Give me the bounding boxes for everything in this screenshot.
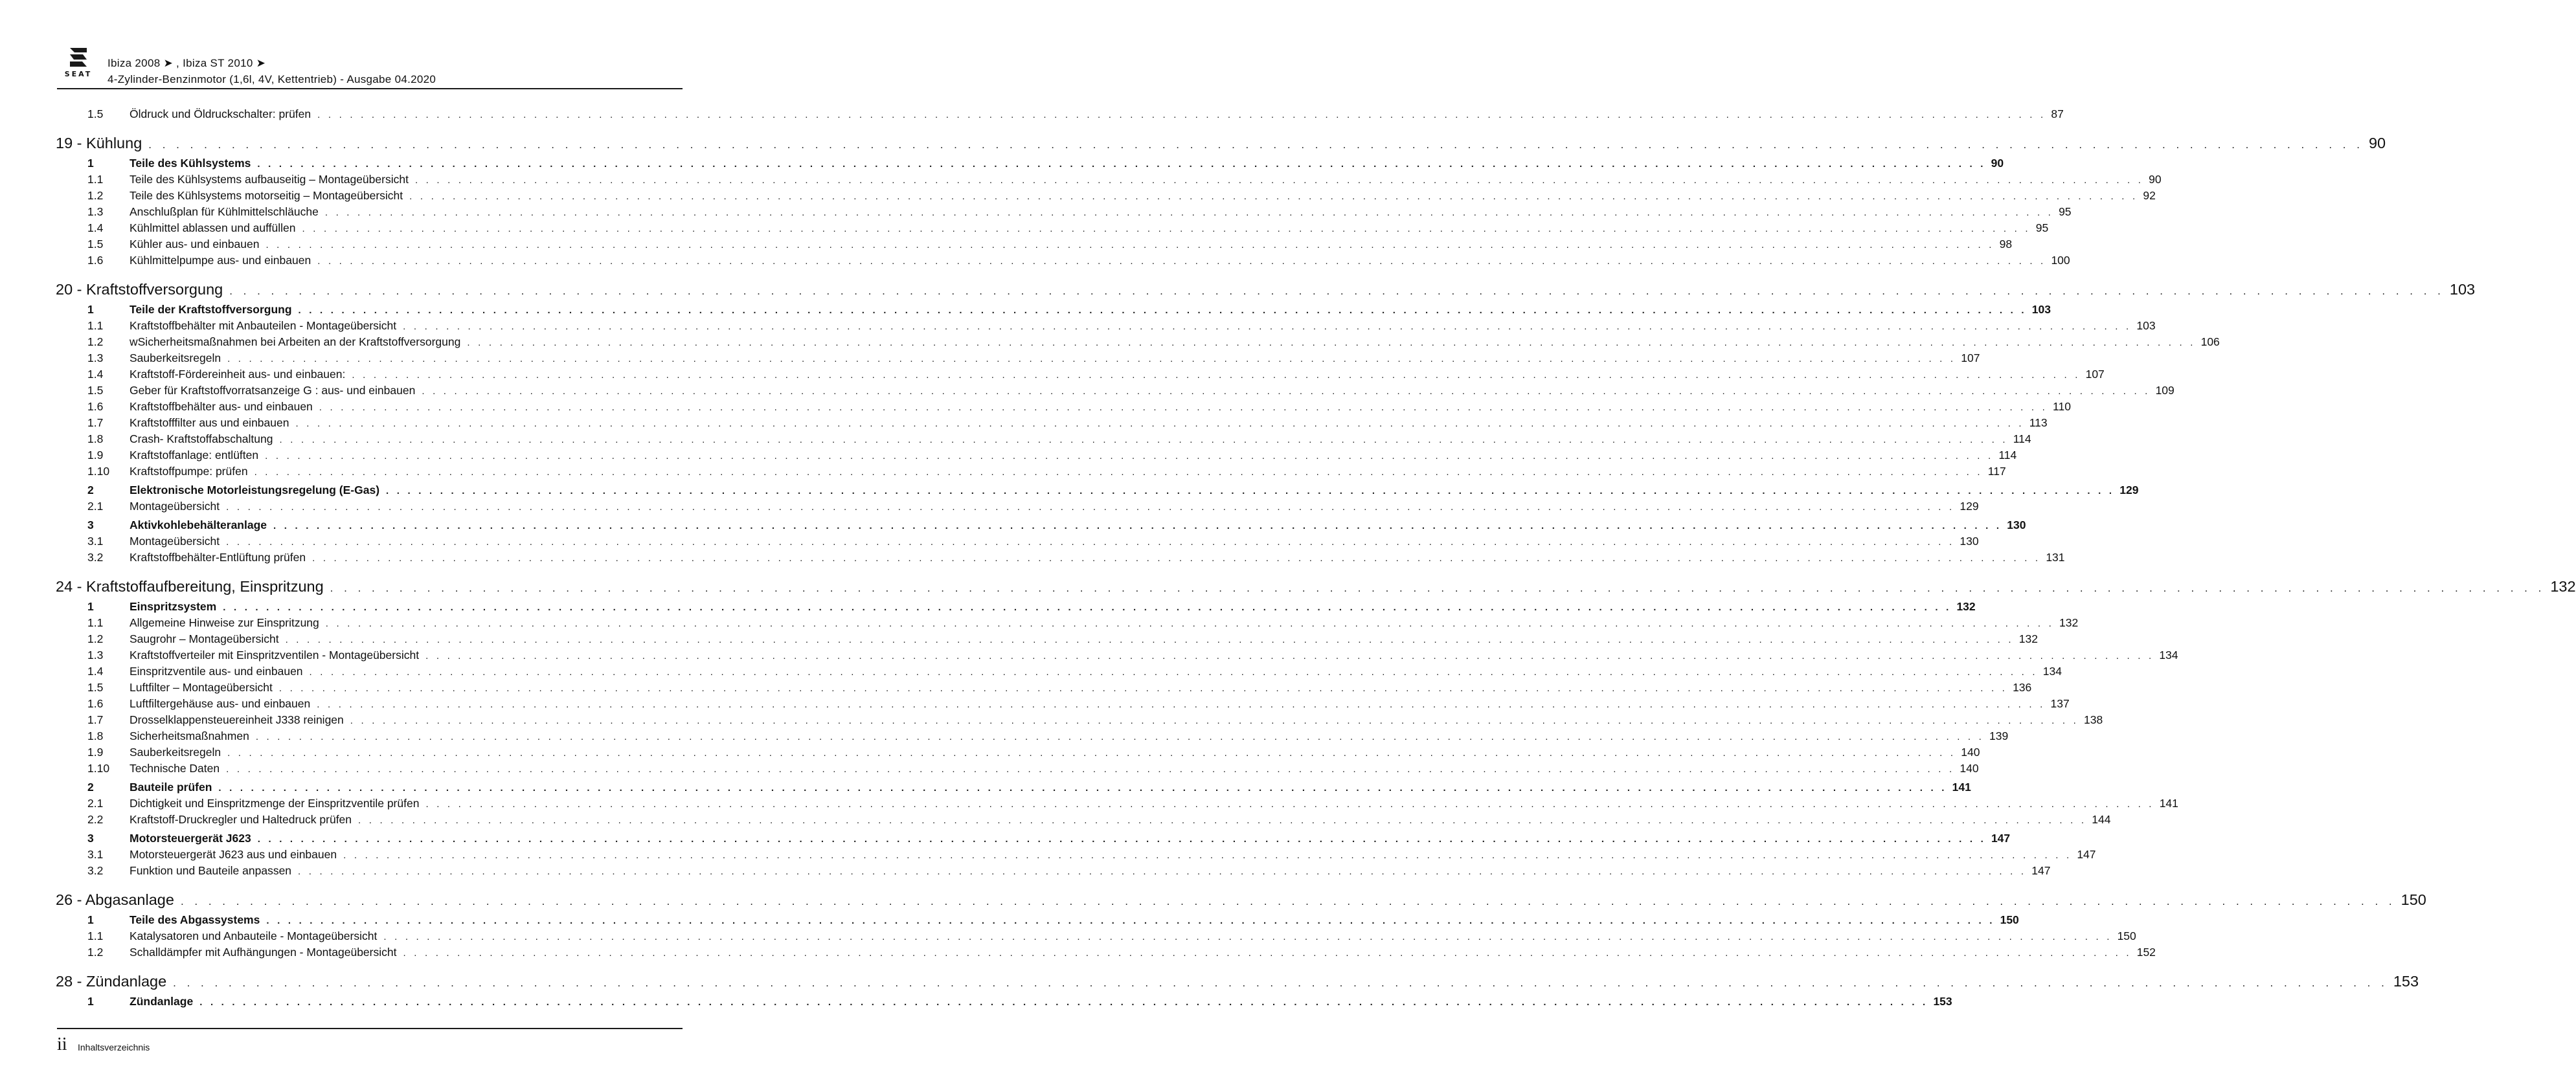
toc-entry-row[interactable] (56, 384, 2175, 400)
toc-dot-leader: . . . . . . . . . . . . . . . . . . . . . . . . . . . . . . . . . . . . . . . . . . . . . . . . . . . . . . . . . . . . . . . . . . . . . . . . . . . . . . . . . . . . . . . . . . . . . . . . . . . . . . . . . . . . . . . . . . . . . . . . . . . . . . . . . . . . . . . . . . . . . . . . . . . . . . . . . . . . . . . . (403, 948, 2132, 959)
toc-entry-number: 2.1 (87, 797, 104, 810)
toc-chapter-row[interactable] (56, 135, 2386, 154)
toc-entry-row[interactable] (56, 368, 2105, 384)
toc-page-number: 132 (2550, 578, 2576, 595)
toc-dot-leader: . . . . . . . . . . . . . . . . . . . . . . . . . . . . . . . . . . . . . . . . . . . . . . . . . . . . . . . . . . . . . . . . . . . . . . . . . . . . . . . . . . . . . . . . . . . . . . . . . . . . . . . . . . . . . . . . . . . . . . . . . . . . . . . . . . . . . . . . . . . . . . . . . . . . . . . . . . . . . . . . (279, 434, 2008, 445)
toc-entry-number: 1.7 (87, 416, 104, 429)
toc-entry-number: 1.5 (87, 384, 104, 397)
toc-entry-number: 1.8 (87, 729, 104, 742)
toc-entry-title: Schalldämpfer mit Aufhängungen - Montageübersicht (130, 946, 397, 959)
toc-entry-title: Motorsteuergerät J623 aus und einbauen (130, 848, 337, 861)
toc-page-number: 87 (2051, 107, 2064, 120)
toc-chapter-row[interactable] (56, 281, 2476, 300)
toc-entry-row[interactable] (56, 713, 2103, 729)
toc-dot-leader: . . . . . . . . . . . . . . . . . . . . . . . . . . . . . . . . . . . . . . . . . . . . . . . . . . . . . . . . . . . . . . . . . . . . . . . . . . . . . . . . . . . . . . . . . . . . . . . . . . . . . . . . . . . . . . . . . . . . . . . . . . . . . . . . . . . . . . . . . . . . . . . . . . . . . . . . . . . . . . . . (257, 834, 1986, 845)
toc-entry-title: Teile der Kraftstoffversorgung (130, 303, 292, 316)
toc-dot-leader: . . . . . . . . . . . . . . . . . . . . . . . . . . . . . . . . . . . . . . . . . . . . . . . . . . . . . . . . . . . . . . . . . . . . . . . . . . . . . . . . . . . . . . . . . . . . . . . . . . . . . . . . . . . . . . . . . . . . . . . . . . . . . . . . . . . . . . . . . . . . . . . . . . . . . . . . . . . . . . . . (227, 353, 1956, 364)
toc-page-number: 107 (2085, 368, 2105, 381)
toc-entry-row[interactable] (56, 832, 2011, 848)
toc-entry-row[interactable] (56, 518, 2026, 535)
toc-entry-title: Sauberkeitsregeln (130, 351, 221, 364)
toc-dot-leader: . . . . . . . . . . . . . . . . . . . . . . . . . . . . . . . . . . . . . . . . . . . . . . . . . . . . . . . . . . . . . . . . . . . . . . . . . . . . . . . . . . . . . . . . . . . . . . . . . . . . . . . . . . . . . . . . . . . . . . . . . . . . . . . . . . . . . . . . . . . . . . . . . . . . . . . . . . . . . . . . (255, 731, 1985, 742)
toc-chapter-title: 19 - Kühlung (56, 135, 142, 151)
toc-dot-leader: . . . . . . . . . . . . . . . . . . . . . . . . . . . . . . . . . . . . . . . . . . . . . . . . . . . . . . . . . . . . . . . . . . . . . . . . . . . . . . . . . . . . . . . . . . . . . . . . . . . . . . . . . . . . . . . . . . . . . . . . . . . . . . . . . . . . . . . . . . . . . . . . . . . . . . . . . . . . . . . . (278, 683, 2008, 694)
toc-entry-title: Kühlmittelpumpe aus- und einbauen (130, 254, 311, 267)
toc-entry-row[interactable] (56, 319, 2156, 335)
footer-page-number: ii (57, 1034, 67, 1054)
toc-entry-title: Motorsteuergerät J623 (130, 832, 251, 845)
toc-dot-leader: . . . . . . . . . . . . . . . . . . . . . . . . . . . . . . . . . . . . . . . . . . . . . . . . . . . . . . . . . . . . . . . . . . . . . . . . . . . . . . . . . . . . . . . . . . . . . . . . . . . . . . . . . . . . . . . . . . . . . . . . . . . . . . . . . . . . . . . . . . . . . . . . . . . . . . . . . . . . . . . . (273, 520, 2002, 531)
toc-page-number: 153 (1933, 995, 1952, 1008)
toc-entry-title: Allgemeine Hinweise zur Einspritzung (130, 616, 319, 629)
toc-page-number: 103 (2136, 319, 2156, 332)
toc-dot-leader: . . . . . . . . . . . . . . . . . . . . . . . . . . . . . . . . . . . . . . . . . . . . . . . . . . . . . . . . . . . . . . . . . . . . . . . . . . . . . . . . . . . . . . . . . . . . . . . . . . . . . . . . . . . . . . . . . . . . . . . . . . . . . . . . . . . . . . . . . . . . . . . . . . . . . . . . . . . . . . . . (343, 850, 2072, 861)
toc-page-number: 136 (2013, 681, 2032, 694)
toc-page-number: 150 (2117, 929, 2136, 942)
toc-entry-number: 1 (87, 303, 94, 316)
toc-entry-row[interactable] (56, 303, 2051, 319)
toc-entry-title: Kraftstoff-Fördereinheit aus- und einbauen: (130, 368, 346, 381)
page-header (57, 44, 683, 89)
toc-dot-leader: . . . . . . . . . . . . . . . . . . . . . . . . . . . . . . . . . . . . . . . . . . . . . . . . . . . . . . . . . . . . . . . . . . . . . . . . . . . . . . . . . . . . . . . . . . . . . . . . . . . . . . . . . . . . . . . . . . . . . . . . . . . . . . . . . . . . . . . . . . . . . . . . . . . . . . . . . . . . . . . . (266, 239, 1994, 250)
toc-dot-leader: . . . . . . . . . . . . . . . . . . . . . . . . . . . . . . . . . . . . . . . . . . . . . . . . . . . . . . . . . . . . . . . . . . . . . . . . . . . . . . . . . . . . . . . . . . . . . . . . . . . . . . . . . . . . . . . . . . . . . . . . . . . . . . . . . . . . . . . . . . . . . . . . . . . . . . . . . . . . . . . . (467, 337, 2196, 348)
toc-entry-number: 1 (87, 600, 94, 613)
toc-dot-leader: . . . . . . . . . . . . . . . . . . . . . . . . . . . . . . . . . . . . . . . . . . . . . . . . . . . . . . . . . . . . . . . . . . . . . . . . . . . . . . . . . . . . . . . . . . . . . . . . . . . . . . . . . . . . . . . . . . . . . . . . . . . . . . . . . . . . . . . . . . . . . . . . . . . . . . . . . . . . . . . . (298, 866, 2027, 877)
toc-dot-leader: . . . . . . . . . . . . . . . . . . . . . . . . . . . . . . . . . . . . . . . . . . . . . . . . . . . . . . . . . . . . . . . . . . . . . . . . . . . . . . . . . . . . . . . . . . . . . . . . . . . . . . . . . . . . . . . . . . . . . . . . . . . . . . . . . . . . . . . . . . . . . . . . . . . . . . . . . . . . . . . . (227, 748, 1956, 759)
toc-entry-number: 1.5 (87, 107, 104, 120)
toc-page-number: 130 (2007, 518, 2026, 531)
toc-entry-title: Elektronische Motorleistungsregelung (E-Gas) (130, 484, 380, 496)
toc-page-number: 130 (1960, 535, 1979, 548)
toc-entry-row[interactable] (56, 813, 2111, 829)
toc-entry-title: Montageübersicht (130, 535, 220, 548)
toc-page-number: 100 (2051, 254, 2070, 267)
toc-entry-number: 3 (87, 518, 94, 531)
toc-dot-leader: . . . . . . . . . . . . . . . . . . . . . . . . . . . . . . . . . . . . . . . . . . . . . . . . . . . . . . . . . . . . . . . . . . . . . . . . . . . . . . . . . . . . . . . . . . . . . . . . . . . . . . . . . . . . . . . . . . . . . . . . . . . . . . . . . . . . . . . . . . . . . . . . . . . . . . . . . . . . . . . . (386, 485, 2115, 496)
toc-entry-title: Kühler aus- und einbauen (130, 238, 260, 250)
toc-page-number: 92 (2143, 189, 2156, 202)
toc-entry-title: Anschlußplan für Kühlmittelschläuche (130, 205, 319, 218)
toc-entry-title: Geber für Kraftstoffvorratsanzeige G : aus- und einbauen (130, 384, 416, 397)
toc-page-number: 137 (2050, 697, 2070, 710)
toc-entry-number: 1.6 (87, 254, 104, 267)
toc-page-number: 144 (2092, 813, 2111, 826)
toc-chapter-title: 24 - Kraftstoffaufbereitung, Einspritzung (56, 578, 324, 595)
toc-entry-row[interactable] (56, 107, 2064, 124)
toc-entry-number: 1.2 (87, 632, 104, 645)
toc-entry-row[interactable] (56, 238, 2013, 254)
toc-page-number: 114 (2013, 432, 2031, 445)
toc-entry-number: 1.1 (87, 929, 104, 942)
toc-entry-number: 1.3 (87, 649, 104, 662)
toc-entry-number: 1.9 (87, 746, 104, 759)
toc-page-number: 103 (2449, 281, 2476, 298)
toc-page-number: 106 (2200, 335, 2220, 348)
toc-dot-leader: . . . . . . . . . . . . . . . . . . . . . . . . . . . . . . . . . . . . . . . . . . . . . . . . . . . . . . . . . . . . . . . . . . . . . . . . . . . . . . . . . . . . . . . . . . . . . . . . . . . . . . . . . . . . . . . . . . . . . . . . . . . . . . . . . . . . . . . . . . . . . . . . . . . . . . . . . . . . . . . . (409, 191, 2138, 202)
toc-page-number: 139 (1989, 729, 2009, 742)
toc-dot-leader: . . . . . . . . . . . . . . . . . . . . . . . . . . . . . . . . . . . . . . . . . . . . . . . . . . . . . . . . . . . . . . . . . . . . . . . . . . . . . . . . . . . . . . . . . . . . . . . . . . . . . . . . . . . . . . . . . . . . . . . . . . . . . . . . . . . . . . . . . . . . . . . . . . . . . . . . . . . . . . . . (358, 815, 2087, 826)
toc-page-number: 153 (2393, 973, 2419, 990)
toc-page-number: 90 (2149, 173, 2162, 186)
toc-entry-title: Teile des Kühlsystems aufbauseitig – Montageübersicht (130, 173, 409, 186)
toc-page-number: 150 (2401, 891, 2426, 908)
toc-dot-leader: . . . . . . . . . . . . . . . . . . . . . . . . . . . . . . . . . . . . . . . . . . . . . . . . . . . . . . . . . . . . . . . . . . . . . . . . . . . . . . . . . . . . . . . . . . . . . . . . . . . . . . . . . . . . . . . . . . . . . . . . . . . . . . . . . . . . . . . . . . . . . . . . . . . . . . . . . . . . . . . . (257, 159, 1986, 170)
toc-chapter-row[interactable] (56, 578, 2576, 597)
toc-entry-number: 1.2 (87, 189, 104, 202)
toc-entry-number: 1.10 (87, 465, 110, 478)
toc-dot-leader: . . . . . . . . . . . . . . . . . . . . . . . . . . . . . . . . . . . . . . . . . . . . . . . . . . . . . . . . . . . . . . . . . . . . . . . . . . . . . . . . . . . . . . . . . . . . . . . . . . . . . . . . . . . . . . . . . . . . . . . . . . . . . . . . . . . . . . . . . . . . . . . . . . . . . . . . . . . . . . . . (148, 139, 2364, 151)
toc-page-number: 114 (1998, 449, 2017, 462)
toc-entry-row[interactable] (56, 449, 2017, 465)
toc-entry-row[interactable] (56, 535, 1979, 551)
toc-entry-title: Kraftstoffbehälter-Entlüftung prüfen (130, 551, 306, 564)
brand-text: SEAT (64, 70, 93, 78)
toc-entry-row[interactable] (56, 746, 1980, 762)
toc-entry-title: Luftfilter – Montageübersicht (130, 681, 273, 694)
toc-entry-number: 3.2 (87, 864, 104, 877)
toc-entry-title: Crash- Kraftstoffabschaltung (130, 432, 273, 445)
toc-page-number: 95 (2035, 221, 2049, 234)
toc-entry-number: 1.8 (87, 432, 104, 445)
toc-dot-leader: . . . . . . . . . . . . . . . . . . . . . . . . . . . . . . . . . . . . . . . . . . . . . . . . . . . . . . . . . . . . . . . . . . . . . . . . . . . . . . . . . . . . . . . . . . . . . . . . . . . . . . . . . . . . . . . . . . . . . . . . . . . . . . . . . . . . . . . . . . . . . . . . . . . . . . . . . . . . . . . . (317, 256, 2046, 267)
toc-entry-number: 1.5 (87, 681, 104, 694)
toc-entry-number: 1 (87, 995, 94, 1008)
toc-entry-number: 2 (87, 484, 94, 496)
toc-dot-leader: . . . . . . . . . . . . . . . . . . . . . . . . . . . . . . . . . . . . . . . . . . . . . . . . . . . . . . . . . . . . . . . . . . . . . . . . . . . . . . . . . . . . . . . . . . . . . . . . . . . . . . . . . . . . . . . . . . . . . . . . . . . . . . . . . . . . . . . . . . . . . . . . . . . . . . . . . . . . . . . . (325, 618, 2055, 629)
toc-page-number: 113 (2029, 416, 2048, 429)
toc-entry-number: 2.1 (87, 500, 104, 513)
toc-entry-title: Drosselklappensteuereinheit J338 reinigen (130, 713, 344, 726)
toc-entry-title: Einspritzsystem (130, 600, 217, 613)
toc-entry-title: Öldruck und Öldruckschalter: prüfen (130, 107, 311, 120)
toc-dot-leader: . . . . . . . . . . . . . . . . . . . . . . . . . . . . . . . . . . . . . . . . . . . . . . . . . . . . . . . . . . . . . . . . . . . . . . . . . . . . . . . . . . . . . . . . . . . . . . . . . . . . . . . . . . . . . . . . . . . . . . . . . . . . . . . . . . . . . . . . . . . . . . . . . . . . . . . . . . . . . . . . (173, 977, 2388, 989)
toc-dot-leader: . . . . . . . . . . . . . . . . . . . . . . . . . . . . . . . . . . . . . . . . . . . . . . . . . . . . . . . . . . . . . . . . . . . . . . . . . . . . . . . . . . . . . . . . . . . . . . . . . . . . . . . . . . . . . . . . . . . . . . . . . . . . . . . . . . . . . . . . . . . . . . . . . . . . . . . . . . . . . . . . (266, 915, 1995, 926)
header-engine-line: 4-Zylinder-Benzinmotor (1,6l, 4V, Kettentrieb) - Ausgabe 04.2020 (107, 73, 436, 85)
toc-entry-title: Luftfiltergehäuse aus- und einbauen (130, 697, 311, 710)
toc-entry-row[interactable] (56, 864, 2051, 880)
toc-entry-number: 2 (87, 781, 94, 794)
toc-page-number: 141 (2159, 797, 2178, 810)
toc-entry-row[interactable] (56, 484, 2139, 500)
toc-page-number: 132 (1956, 600, 1976, 613)
toc-entry-row[interactable] (56, 649, 2178, 665)
toc-page-number: 147 (2031, 864, 2051, 877)
toc-entry-number: 1.4 (87, 665, 104, 678)
footer-section-label: Inhaltsverzeichnis (78, 1042, 150, 1052)
toc-entry-title: Kraftstoffpumpe: prüfen (130, 465, 248, 478)
toc-entry-row[interactable] (56, 681, 2032, 697)
toc-entry-number: 3.1 (87, 535, 104, 548)
toc-page-number: 103 (2031, 303, 2051, 316)
toc-entry-title: wSicherheitsmaßnahmen bei Arbeiten an der Kraftstoffversorgung (130, 335, 461, 348)
toc-entry-number: 3 (87, 832, 94, 845)
toc-entry-number: 1.6 (87, 400, 104, 413)
toc-entry-number: 2.2 (87, 813, 104, 826)
toc-entry-title: Bauteile prüfen (130, 781, 212, 794)
toc-entry-title: Sauberkeitsregeln (130, 746, 221, 759)
toc-dot-leader: . . . . . . . . . . . . . . . . . . . . . . . . . . . . . . . . . . . . . . . . . . . . . . . . . . . . . . . . . . . . . . . . . . . . . . . . . . . . . . . . . . . . . . . . . . . . . . . . . . . . . . . . . . . . . . . . . . . . . . . . . . . . . . . . . . . . . . . . . . . . . . . . . . . . . . . . . . . . . . . . (226, 764, 1955, 775)
toc-entry-title: Kraftstoffverteiler mit Einspritzventilen - Montageübersicht (130, 649, 420, 662)
toc-entry-row[interactable] (56, 995, 1952, 1011)
toc-dot-leader: . . . . . . . . . . . . . . . . . . . . . . . . . . . . . . . . . . . . . . . . . . . . . . . . . . . . . . . . . . . . . . . . . . . . . . . . . . . . . . . . . . . . . . . . . . . . . . . . . . . . . . . . . . . . . . . . . . . . . . . . . . . . . . . . . . . . . . . . . . . . . . . . . . . . . . . . . . . . . . . . (285, 634, 2014, 645)
toc-entry-title: Funktion und Bauteile anpassen (130, 864, 292, 877)
toc-entry-row[interactable] (56, 416, 2048, 432)
toc-entry-title: Zündanlage (130, 995, 194, 1008)
toc-entry-title: Montageübersicht (130, 500, 220, 513)
toc-entry-number: 1.1 (87, 616, 104, 629)
toc-entry-row[interactable] (56, 400, 2071, 416)
toc-entry-title: Technische Daten (130, 762, 220, 775)
toc-dot-leader: . . . . . . . . . . . . . . . . . . . . . . . . . . . . . . . . . . . . . . . . . . . . . . . . . . . . . . . . . . . . . . . . . . . . . . . . . . . . . . . . . . . . . . . . . . . . . . . . . . . . . . . . . . . . . . . . . . . . . . . . . . . . . . . . . . . . . . . . . . . . . . . . . . . . . . . . . . . . . . . . (330, 582, 2546, 594)
toc-entry-row[interactable] (56, 551, 2065, 567)
page-footer (57, 1028, 683, 1054)
toc-entry-row[interactable] (56, 797, 2178, 813)
toc-entry-title: Saugrohr – Montageübersicht (130, 632, 279, 645)
toc-page-number: 117 (1987, 465, 2006, 478)
toc-entry-number: 1.1 (87, 319, 104, 332)
toc-entry-number: 1.1 (87, 173, 104, 186)
toc-entry-title: Kraftstoffbehälter aus- und einbauen (130, 400, 313, 413)
toc-page-number: 140 (1961, 746, 1980, 759)
toc-page-number: 131 (2046, 551, 2065, 564)
toc-chapter-title: 28 - Zündanlage (56, 973, 167, 990)
toc-page-number: 138 (2084, 713, 2103, 726)
toc-page-number: 90 (1991, 157, 2004, 170)
toc-entry-number: 1.5 (87, 238, 104, 250)
toc-entry-row[interactable] (56, 173, 2162, 189)
toc-entry-row[interactable] (56, 351, 1980, 368)
toc-entry-row[interactable] (56, 929, 2136, 946)
toc-page-number: 90 (2368, 135, 2386, 151)
toc-dot-leader: . . . . . . . . . . . . . . . . . . . . . . . . . . . . . . . . . . . . . . . . . . . . . . . . . . . . . . . . . . . . . . . . . . . . . . . . . . . . . . . . . . . . . . . . . . . . . . . . . . . . . . . . . . . . . . . . . . . . . . . . . . . . . . . . . . . . . . . . . . . . . . . . . . . . . . . . . . . . . . . . (218, 783, 1947, 794)
toc-dot-leader: . . . . . . . . . . . . . . . . . . . . . . . . . . . . . . . . . . . . . . . . . . . . . . . . . . . . . . . . . . . . . . . . . . . . . . . . . . . . . . . . . . . . . . . . . . . . . . . . . . . . . . . . . . . . . . . . . . . . . . . . . . . . . . . . . . . . . . . . . . . . . . . . . . . . . . . . . . . . . . . . (226, 537, 1955, 548)
toc-entry-title: Teile des Kühlsystems motorseitig – Montageübersicht (130, 189, 403, 202)
toc-chapter-title: 20 - Kraftstoffversorgung (56, 281, 223, 298)
toc-dot-leader: . . . . . . . . . . . . . . . . . . . . . . . . . . . . . . . . . . . . . . . . . . . . . . . . . . . . . . . . . . . . . . . . . . . . . . . . . . . . . . . . . . . . . . . . . . . . . . . . . . . . . . . . . . . . . . . . . . . . . . . . . . . . . . . . . . . . . . . . . . . . . . . . . . . . . . . . . . . . . . . . (180, 895, 2396, 907)
toc-entry-number: 3.1 (87, 848, 104, 861)
toc-entry-number: 1 (87, 913, 94, 926)
toc-entry-number: 1.7 (87, 713, 104, 726)
toc-dot-leader: . . . . . . . . . . . . . . . . . . . . . . . . . . . . . . . . . . . . . . . . . . . . . . . . . . . . . . . . . . . . . . . . . . . . . . . . . . . . . . . . . . . . . . . . . . . . . . . . . . . . . . . . . . . . . . . . . . . . . . . . . . . . . . . . . . . . . . . . . . . . . . . . . . . . . . . . . . . . . . . . (324, 207, 2054, 218)
toc-entry-number: 1.4 (87, 221, 104, 234)
toc-entry-row[interactable] (56, 697, 2070, 713)
toc-entry-title: Kraftstoffbehälter mit Anbauteilen - Montageübersicht (130, 319, 397, 332)
toc-entry-row[interactable] (56, 465, 2006, 481)
seat-s-logo-icon (69, 47, 88, 69)
toc-entry-row[interactable] (56, 600, 1976, 616)
toc-entry-row[interactable] (56, 913, 2019, 929)
toc-dot-leader: . . . . . . . . . . . . . . . . . . . . . . . . . . . . . . . . . . . . . . . . . . . . . . . . . . . . . . . . . . . . . . . . . . . . . . . . . . . . . . . . . . . . . . . . . . . . . . . . . . . . . . . . . . . . . . . . . . . . . . . . . . . . . . . . . . . . . . . . . . . . . . . . . . . . . . . . . . . . . . . . (319, 402, 2048, 413)
toc-chapter-row[interactable] (56, 973, 2419, 992)
toc-entry-row[interactable] (56, 946, 2156, 962)
toc-entry-row[interactable] (56, 665, 2062, 681)
toc-page-number: 129 (2119, 484, 2139, 496)
toc-entry-row[interactable] (56, 335, 2220, 351)
toc-page-number: 152 (2136, 946, 2156, 959)
toc-dot-leader: . . . . . . . . . . . . . . . . . . . . . . . . . . . . . . . . . . . . . . . . . . . . . . . . . . . . . . . . . . . . . . . . . . . . . . . . . . . . . . . . . . . . . . . . . . . . . . . . . . . . . . . . . . . . . . . . . . . . . . . . . . . . . . . . . . . . . . . . . . . . . . . . . . . . . . . . . . . . . . . . (317, 109, 2046, 120)
toc-dot-leader: . . . . . . . . . . . . . . . . . . . . . . . . . . . . . . . . . . . . . . . . . . . . . . . . . . . . . . . . . . . . . . . . . . . . . . . . . . . . . . . . . . . . . . . . . . . . . . . . . . . . . . . . . . . . . . . . . . . . . . . . . . . . . . . . . . . . . . . . . . . . . . . . . . . . . . . . . . . . . . . . (295, 418, 2024, 429)
toc-chapter-title: 26 - Abgasanlage (56, 891, 174, 908)
toc-entry-number: 1.4 (87, 368, 104, 381)
toc-dot-leader: . . . . . . . . . . . . . . . . . . . . . . . . . . . . . . . . . . . . . . . . . . . . . . . . . . . . . . . . . . . . . . . . . . . . . . . . . . . . . . . . . . . . . . . . . . . . . . . . . . . . . . . . . . . . . . . . . . . . . . . . . . . . . . . . . . . . . . . . . . . . . . . . . . . . . . . . . . . . . . . . (383, 931, 2112, 942)
toc-entry-row[interactable] (56, 221, 2049, 238)
toc-entry-number: 1.9 (87, 449, 104, 462)
toc-dot-leader: . . . . . . . . . . . . . . . . . . . . . . . . . . . . . . . . . . . . . . . . . . . . . . . . . . . . . . . . . . . . . . . . . . . . . . . . . . . . . . . . . . . . . . . . . . . . . . . . . . . . . . . . . . . . . . . . . . . . . . . . . . . . . . . . . . . . . . . . . . . . . . . . . . . . . . . . . . . . . . . . (422, 386, 2151, 397)
toc-entry-row[interactable] (56, 781, 1971, 797)
toc-dot-leader: . . . . . . . . . . . . . . . . . . . . . . . . . . . . . . . . . . . . . . . . . . . . . . . . . . . . . . . . . . . . . . . . . . . . . . . . . . . . . . . . . . . . . . . . . . . . . . . . . . . . . . . . . . . . . . . . . . . . . . . . . . . . . . . . . . . . . . . . . . . . . . . . . . . . . . . . . . . . . . . . (425, 799, 2154, 810)
toc-entry-number: 1 (87, 157, 94, 170)
toc-entry-row[interactable] (56, 762, 1979, 778)
toc-entry-row[interactable] (56, 500, 1979, 516)
toc-entry-number: 1.6 (87, 697, 104, 710)
toc-entry-title: Sicherheitsmaßnahmen (130, 729, 249, 742)
toc-dot-leader: . . . . . . . . . . . . . . . . . . . . . . . . . . . . . . . . . . . . . . . . . . . . . . . . . . . . . . . . . . . . . . . . . . . . . . . . . . . . . . . . . . . . . . . . . . . . . . . . . . . . . . . . . . . . . . . . . . . . . . . . . . . . . . . . . . . . . . . . . . . . . . . . . . . . . . . . . . . . . . . . (312, 553, 2041, 564)
toc-page-number: 134 (2042, 665, 2062, 678)
toc-dot-leader: . . . . . . . . . . . . . . . . . . . . . . . . . . . . . . . . . . . . . . . . . . . . . . . . . . . . . . . . . . . . . . . . . . . . . . . . . . . . . . . . . . . . . . . . . . . . . . . . . . . . . . . . . . . . . . . . . . . . . . . . . . . . . . . . . . . . . . . . . . . . . . . . . . . . . . . . . . . . . . . . (425, 651, 2154, 662)
toc-dot-leader: . . . . . . . . . . . . . . . . . . . . . . . . . . . . . . . . . . . . . . . . . . . . . . . . . . . . . . . . . . . . . . . . . . . . . . . . . . . . . . . . . . . . . . . . . . . . . . . . . . . . . . . . . . . . . . . . . . . . . . . . . . . . . . . . . . . . . . . . . . . . . . . . . . . . . . . . . . . . . . . . (309, 667, 2038, 678)
toc-page-number: 134 (2159, 649, 2178, 662)
toc-dot-leader: . . . . . . . . . . . . . . . . . . . . . . . . . . . . . . . . . . . . . . . . . . . . . . . . . . . . . . . . . . . . . . . . . . . . . . . . . . . . . . . . . . . . . . . . . . . . . . . . . . . . . . . . . . . . . . . . . . . . . . . . . . . . . . . . . . . . . . . . . . . . . . . . . . . . . . . . . . . . . . . . (229, 285, 2445, 297)
header-model-line: Ibiza 2008 ➤ , Ibiza ST 2010 ➤ (107, 57, 266, 69)
toc-page-number: 141 (1952, 781, 1971, 794)
toc-entry-row[interactable] (56, 729, 2009, 746)
toc-entry-row[interactable] (56, 632, 2038, 649)
toc-entry-row[interactable] (56, 189, 2156, 205)
toc-entry-number: 1.3 (87, 205, 104, 218)
seat-logo (60, 47, 97, 80)
toc-entry-title: Kühlmittel ablassen und auffüllen (130, 221, 296, 234)
toc-entry-title: Teile des Kühlsystems (130, 157, 251, 170)
toc-page-number: 132 (2018, 632, 2038, 645)
toc-entry-number: 1.2 (87, 946, 104, 959)
toc-dot-leader: . . . . . . . . . . . . . . . . . . . . . . . . . . . . . . . . . . . . . . . . . . . . . . . . . . . . . . . . . . . . . . . . . . . . . . . . . . . . . . . . . . . . . . . . . . . . . . . . . . . . . . . . . . . . . . . . . . . . . . . . . . . . . . . . . . . . . . . . . . . . . . . . . . . . . . . . . . . . . . . . (298, 305, 2027, 316)
table-of-contents (56, 107, 2576, 1011)
toc-entry-row[interactable] (56, 205, 2072, 221)
toc-dot-leader: . . . . . . . . . . . . . . . . . . . . . . . . . . . . . . . . . . . . . . . . . . . . . . . . . . . . . . . . . . . . . . . . . . . . . . . . . . . . . . . . . . . . . . . . . . . . . . . . . . . . . . . . . . . . . . . . . . . . . . . . . . . . . . . . . . . . . . . . . . . . . . . . . . . . . . . . . . . . . . . . (199, 997, 1928, 1008)
toc-entry-number: 1.3 (87, 351, 104, 364)
toc-page-number: 147 (2077, 848, 2096, 861)
toc-dot-leader: . . . . . . . . . . . . . . . . . . . . . . . . . . . . . . . . . . . . . . . . . . . . . . . . . . . . . . . . . . . . . . . . . . . . . . . . . . . . . . . . . . . . . . . . . . . . . . . . . . . . . . . . . . . . . . . . . . . . . . . . . . . . . . . . . . . . . . . . . . . . . . . . . . . . . . . . . . . . . . . . (414, 175, 2144, 186)
toc-page-number: 95 (2059, 205, 2072, 218)
toc-entry-title: Kraftstoff-Druckregler und Haltedruck prüfen (130, 813, 352, 826)
toc-dot-leader: . . . . . . . . . . . . . . . . . . . . . . . . . . . . . . . . . . . . . . . . . . . . . . . . . . . . . . . . . . . . . . . . . . . . . . . . . . . . . . . . . . . . . . . . . . . . . . . . . . . . . . . . . . . . . . . . . . . . . . . . . . . . . . . . . . . . . . . . . . . . . . . . . . . . . . . . . . . . . . . . (350, 715, 2079, 726)
toc-entry-title: Einspritzventile aus- und einbauen (130, 665, 303, 678)
toc-entry-title: Teile des Abgassystems (130, 913, 260, 926)
toc-entry-title: Katalysatoren und Anbauteile - Montageübersicht (130, 929, 378, 942)
toc-dot-leader: . . . . . . . . . . . . . . . . . . . . . . . . . . . . . . . . . . . . . . . . . . . . . . . . . . . . . . . . . . . . . . . . . . . . . . . . . . . . . . . . . . . . . . . . . . . . . . . . . . . . . . . . . . . . . . . . . . . . . . . . . . . . . . . . . . . . . . . . . . . . . . . . . . . . . . . . . . . . . . . . (254, 467, 1983, 478)
toc-entry-title: Aktivkohlebehälteranlage (130, 518, 267, 531)
toc-entry-number: 1.10 (87, 762, 110, 775)
toc-page-number: 147 (1991, 832, 2011, 845)
toc-dot-leader: . . . . . . . . . . . . . . . . . . . . . . . . . . . . . . . . . . . . . . . . . . . . . . . . . . . . . . . . . . . . . . . . . . . . . . . . . . . . . . . . . . . . . . . . . . . . . . . . . . . . . . . . . . . . . . . . . . . . . . . . . . . . . . . . . . . . . . . . . . . . . . . . . . . . . . . . . . . . . . . . (302, 223, 2031, 234)
toc-entry-row[interactable] (56, 848, 2096, 864)
toc-entry-row[interactable] (56, 157, 2004, 173)
toc-dot-leader: . . . . . . . . . . . . . . . . . . . . . . . . . . . . . . . . . . . . . . . . . . . . . . . . . . . . . . . . . . . . . . . . . . . . . . . . . . . . . . . . . . . . . . . . . . . . . . . . . . . . . . . . . . . . . . . . . . . . . . . . . . . . . . . . . . . . . . . . . . . . . . . . . . . . . . . . . . . . . . . . (403, 321, 2132, 332)
toc-page-number: 150 (2000, 913, 2019, 926)
toc-page-number: 110 (2053, 400, 2071, 413)
toc-dot-leader: . . . . . . . . . . . . . . . . . . . . . . . . . . . . . . . . . . . . . . . . . . . . . . . . . . . . . . . . . . . . . . . . . . . . . . . . . . . . . . . . . . . . . . . . . . . . . . . . . . . . . . . . . . . . . . . . . . . . . . . . . . . . . . . . . . . . . . . . . . . . . . . . . . . . . . . . . . . . . . . . (352, 370, 2081, 381)
toc-entry-row[interactable] (56, 254, 2070, 270)
toc-dot-leader: . . . . . . . . . . . . . . . . . . . . . . . . . . . . . . . . . . . . . . . . . . . . . . . . . . . . . . . . . . . . . . . . . . . . . . . . . . . . . . . . . . . . . . . . . . . . . . . . . . . . . . . . . . . . . . . . . . . . . . . . . . . . . . . . . . . . . . . . . . . . . . . . . . . . . . . . . . . . . . . . (317, 699, 2046, 710)
toc-chapter-row[interactable] (56, 891, 2426, 911)
toc-dot-leader: . . . . . . . . . . . . . . . . . . . . . . . . . . . . . . . . . . . . . . . . . . . . . . . . . . . . . . . . . . . . . . . . . . . . . . . . . . . . . . . . . . . . . . . . . . . . . . . . . . . . . . . . . . . . . . . . . . . . . . . . . . . . . . . . . . . . . . . . . . . . . . . . . . . . . . . . . . . . . . . . (226, 502, 1955, 513)
toc-entry-title: Kraftstoffanlage: entlüften (130, 449, 259, 462)
toc-page-number: 98 (1999, 238, 2013, 250)
toc-entry-title: Kraftstofffilter aus und einbauen (130, 416, 289, 429)
toc-entry-title: Dichtigkeit und Einspritzmenge der Einspritzventile prüfen (130, 797, 420, 810)
toc-page-number: 132 (2059, 616, 2079, 629)
toc-dot-leader: . . . . . . . . . . . . . . . . . . . . . . . . . . . . . . . . . . . . . . . . . . . . . . . . . . . . . . . . . . . . . . . . . . . . . . . . . . . . . . . . . . . . . . . . . . . . . . . . . . . . . . . . . . . . . . . . . . . . . . . . . . . . . . . . . . . . . . . . . . . . . . . . . . . . . . . . . . . . . . . . (265, 450, 1994, 462)
toc-page-number: 109 (2155, 384, 2175, 397)
toc-entry-row[interactable] (56, 432, 2031, 449)
toc-entry-number: 3.2 (87, 551, 104, 564)
toc-page-number: 129 (1960, 500, 1979, 513)
toc-page-number: 140 (1960, 762, 1979, 775)
toc-page-number: 107 (1961, 351, 1980, 364)
toc-entry-row[interactable] (56, 616, 2079, 632)
toc-dot-leader: . . . . . . . . . . . . . . . . . . . . . . . . . . . . . . . . . . . . . . . . . . . . . . . . . . . . . . . . . . . . . . . . . . . . . . . . . . . . . . . . . . . . . . . . . . . . . . . . . . . . . . . . . . . . . . . . . . . . . . . . . . . . . . . . . . . . . . . . . . . . . . . . . . . . . . . . . . . . . . . . (223, 602, 1952, 613)
toc-entry-number: 1.2 (87, 335, 104, 348)
